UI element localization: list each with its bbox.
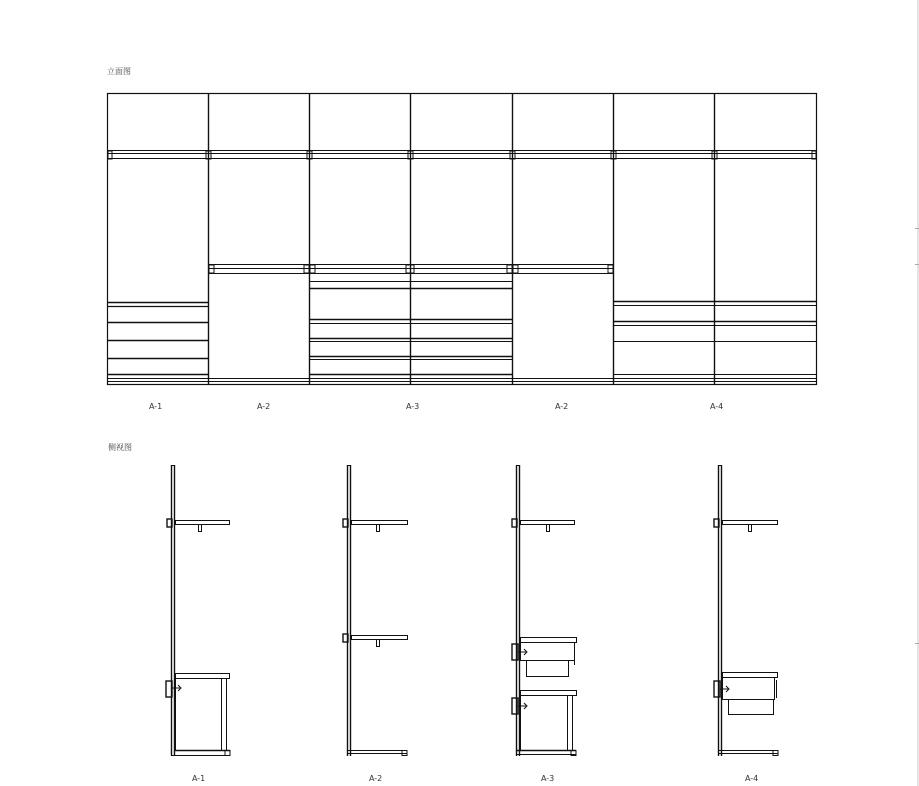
side-view-a4	[714, 465, 778, 756]
elevation-label-a2-left: A-2	[257, 402, 271, 411]
elevation-label-a1: A-1	[149, 402, 163, 411]
side-label-a4: A-4	[745, 774, 759, 783]
page-edge-tick	[915, 264, 919, 265]
side-label-a1: A-1	[192, 774, 206, 783]
side-view-a3	[512, 465, 577, 756]
elevation-label-a4: A-4	[710, 402, 724, 411]
top-brackets	[108, 151, 816, 159]
side-label-a2: A-2	[369, 774, 383, 783]
elevation-view-title: 立面图	[107, 67, 131, 76]
bay-a2-left-rail	[209, 265, 309, 274]
page-edge-tick	[915, 228, 919, 229]
side-view-title: 侧视图	[108, 443, 132, 452]
elevation-outline	[108, 94, 817, 385]
elevation-label-a3: A-3	[406, 402, 420, 411]
bay-a1-drawers	[108, 303, 208, 375]
bay-a2-right-rail	[513, 265, 613, 274]
elevation-drawing	[107, 93, 817, 385]
side-label-a3: A-3	[541, 774, 555, 783]
top-shelf-rail	[107, 151, 816, 159]
base-strip	[107, 379, 816, 382]
page-edge-tick	[915, 643, 919, 644]
elevation-label-a2-right: A-2	[555, 402, 569, 411]
side-view-a1	[166, 465, 230, 756]
side-view-a2	[343, 465, 408, 756]
